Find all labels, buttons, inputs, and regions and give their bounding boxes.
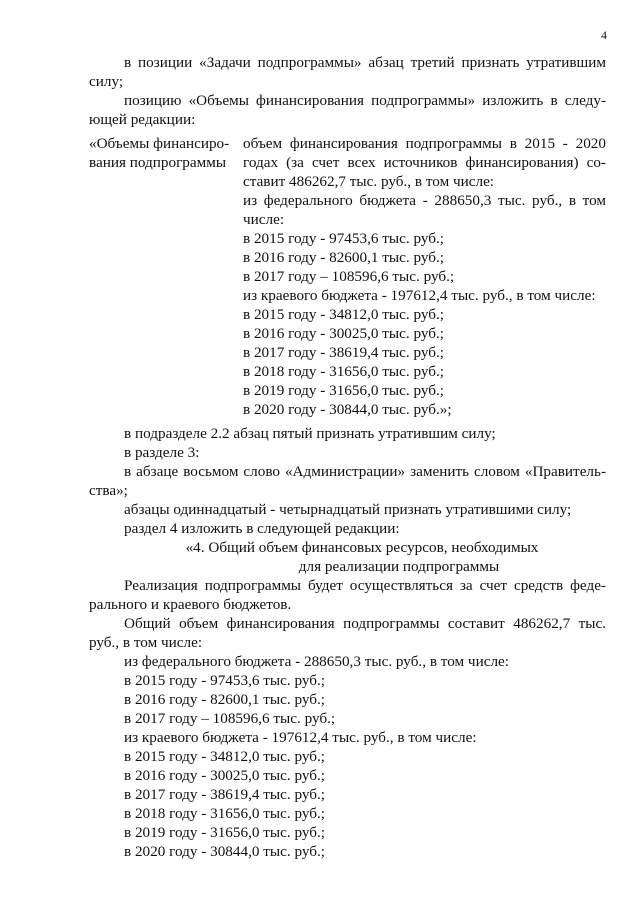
table-left-line-2: вания подпрограммы <box>89 154 227 171</box>
section-list-item: из федерального бюджета - 288650,3 тыс. руб., в том числе: <box>124 653 509 670</box>
amendment-line-1: в подразделе 2.2 абзац пятый признать утратившим силу; <box>124 425 496 442</box>
section-heading-line-2: для реализации подпрограммы <box>298 558 500 575</box>
intro-line-3: позицию «Объемы финансирования подпрограммы» изложить в следу- <box>124 92 606 109</box>
intro-line-1: в позиции «Задачи подпрограммы» абзац третий признать утратившим <box>124 54 606 71</box>
table-right-line: в 2020 году - 30844,0 тыс. руб.»; <box>243 401 452 418</box>
table-right-line: в 2017 году – 108596,6 тыс. руб.; <box>243 268 455 285</box>
section-paragraph-1-line-1: Реализация подпрограммы будет осуществляться за счет средств феде- <box>124 577 606 594</box>
amendment-line-5: абзацы одиннадцатый - четырнадцатый признать утратившими силу; <box>124 501 572 518</box>
table-right-line: в 2015 году - 34812,0 тыс. руб.; <box>243 306 444 323</box>
table-right-line: числе: <box>243 211 285 228</box>
section-list-item: в 2017 году - 38619,4 тыс. руб.; <box>124 786 325 803</box>
intro-line-2: силу; <box>89 73 124 90</box>
amendment-line-2: в разделе 3: <box>124 444 200 461</box>
table-right-line: годах (за счет всех источников финансирования) со- <box>243 154 606 171</box>
section-list-item: в 2020 году - 30844,0 тыс. руб.; <box>124 843 325 860</box>
table-right-line: в 2017 году - 38619,4 тыс. руб.; <box>243 344 444 361</box>
page-number: 4 <box>601 28 607 42</box>
table-left-line-1: «Объемы финансиро- <box>89 135 230 152</box>
section-list-item: в 2015 году - 97453,6 тыс. руб.; <box>124 672 325 689</box>
section-paragraph-2-line-2: руб., в том числе: <box>89 634 203 651</box>
section-list-item: из краевого бюджета - 197612,4 тыс. руб., в том числе: <box>124 729 477 746</box>
table-right-line: в 2016 году - 82600,1 тыс. руб.; <box>243 249 444 266</box>
table-right-line: объем финансирования подпрограммы в 2015 - 2020 <box>243 135 606 152</box>
table-right-line: в 2015 году - 97453,6 тыс. руб.; <box>243 230 444 247</box>
table-right-line: в 2019 году - 31656,0 тыс. руб.; <box>243 382 444 399</box>
table-right-line: в 2018 году - 31656,0 тыс. руб.; <box>243 363 444 380</box>
section-list-item: в 2018 году - 31656,0 тыс. руб.; <box>124 805 325 822</box>
table-right-line: ставит 486262,7 тыс. руб., в том числе: <box>243 173 495 190</box>
section-paragraph-2-line-1: Общий объем финансирования подпрограммы составит 486262,7 тыс. <box>124 615 606 632</box>
table-right-line: из краевого бюджета - 197612,4 тыс. руб., в том числе: <box>243 287 596 304</box>
section-list-item: в 2016 году - 30025,0 тыс. руб.; <box>124 767 325 784</box>
section-list-item: в 2015 году - 34812,0 тыс. руб.; <box>124 748 325 765</box>
intro-line-4: ющей редакции: <box>89 111 196 128</box>
table-right-line: из федерального бюджета - 288650,3 тыс. руб., в том <box>243 192 606 209</box>
amendment-line-6: раздел 4 изложить в следующей редакции: <box>124 520 400 537</box>
section-list-item: в 2016 году - 82600,1 тыс. руб.; <box>124 691 325 708</box>
section-heading-line-1: «4. Общий объем финансовых ресурсов, необходимых <box>185 539 539 556</box>
section-list-item: в 2017 году – 108596,6 тыс. руб.; <box>124 710 336 727</box>
amendment-line-3: в абзаце восьмом слово «Администрации» заменить словом «Правитель- <box>124 463 606 480</box>
amendment-line-4: ства»; <box>89 482 128 499</box>
section-paragraph-1-line-2: рального и краевого бюджетов. <box>89 596 292 613</box>
section-list-item: в 2019 году - 31656,0 тыс. руб.; <box>124 824 325 841</box>
table-right-line: в 2016 году - 30025,0 тыс. руб.; <box>243 325 444 342</box>
